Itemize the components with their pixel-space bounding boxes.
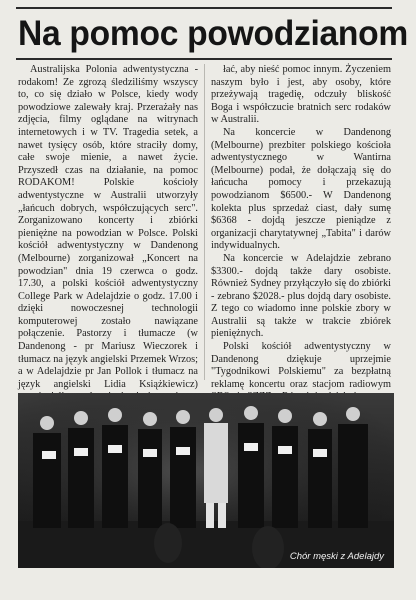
- paragraph: Na koncercie w Adelajdzie zebrano $3300.- dojdą także dary osobiste. Również Sydney przyłączyło się do zbiórki - zebrano $2028.- plus dojdą dary osobiste. Z tego co wiadomo inne polskie zbory w Australii są także w trakcie zbiórek pieniężnych.: [211, 252, 391, 340]
- paragraph: Australijska Polonia adwentystyczna - rodakom! Ze zgrozą śledziliśmy wszyscy to, co się działo w Polsce, kiedy wody powodziowe zalewały kraj. Przerażały nas zdjęcia, filmy oglądane na witrynach internetowych i w TV. Tragedia setek, a nawet tysięcy osób, które straciły domy, całe swoje mienie, a nawet życie. Przyszedł czas na działanie, na pomoc RODAKOM! Polskie kościoły adwentystyczne w Australii utworzyły „łańcuch dobrych, współczujących serc". Zorganizowano koncerty i zbiórki pieniężne na powodzian w Polsce. Polski kościół adwentystyczny w Dandenong (Melbourne) zorganizował „Koncert na powodzian" dnia 19 czerwca o godz. 17.30, a polski kościół adwentystyczny College Park w Adelajdzie o godz. 17.00 i dzięki nowoczesnej technologii komputerowej zostało nawiązane połączenie. Pastorzy i tłumacze (w Dandenong - pr Mariusz Wieczorek i tłumacz na język angielski Przemek Wrzos; a w Adelajdzie pr Jan Pollok i tłumacz na język angielski Lidia Książkiewicz): [18, 64, 198, 390]
- paragraph: Na koncercie w Dandenong (Melbourne) prezbiter polskiego kościoła adwentystycznego w Wantirna (Melbourne) podał, że dołączają się do łańcucha pomocy i przekazują powodzianom $6500.- W Dandenong kolekta plus sprzedaż ciast, dały sumę $6368 - dojdą jeszcze pieniądze z organizacji charytatywnej „Tabita" i darów indywidualnych.: [211, 126, 391, 252]
- choir-photo: [18, 393, 394, 568]
- photo-caption: Chór męski z Adelajdy: [289, 551, 384, 562]
- column-divider: [204, 64, 205, 380]
- headline: Na pomoc powodzianom: [18, 14, 408, 53]
- article-body: [18, 64, 392, 390]
- paragraph: łać, aby nieść pomoc innym. Życzeniem naszym było i jest, aby osoby, które przeżywają tragedię, odczuły bliskość Boga i współczucie bratnich serc rodaków w Australii.: [211, 64, 391, 126]
- paragraph: Polski kościół adwentystyczny w Dandenong dziękuje uprzejmie "Tygodnikowi Polskiemu" za bezpłatną reklamę koncertu oraz stacjom radiowym: [211, 341, 391, 390]
- choir-photo-illustration: [18, 393, 394, 568]
- top-rule: [16, 7, 392, 9]
- headline-rule: [16, 58, 392, 60]
